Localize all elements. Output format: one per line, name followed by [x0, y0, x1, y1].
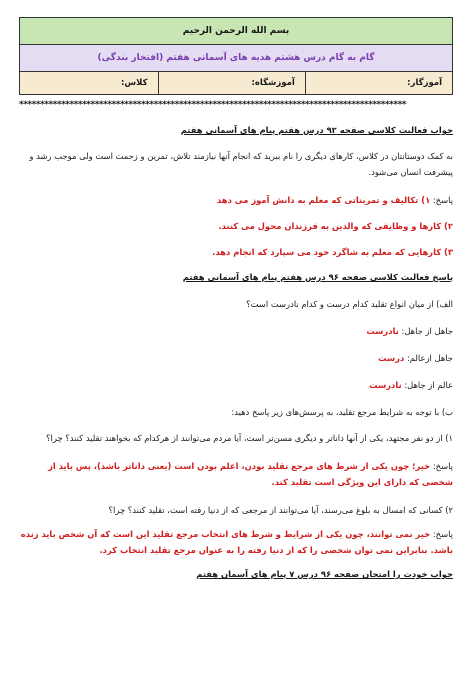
star-divider: ******************************************************************************************** [19, 100, 407, 110]
answer-label: پاسخ: [432, 461, 453, 471]
section-1-title: جواب فعالیت کلاسی صفحه ۹۲ درس هفتم پیام های آسمانی هفتم [180, 125, 453, 135]
answer-label: پاسخ: [432, 529, 453, 539]
section-1-answer-3: ۳) کارهایی که معلم به شاگرد خود می سپارد که انجام دهد. [212, 247, 453, 257]
section-3-title: جواب خودت را امتحان صفحه ۹۶ درس ۷ پیام های آسمان هفتم [196, 569, 453, 579]
section-2-question-2: ۲) کسانی که امسال به بلوغ می‌رسند، آیا می‌توانند از مرجعی که از دنیا رفته است، تقلید کنند؟ چرا؟ [108, 505, 453, 515]
row-value: نادرست [369, 380, 402, 390]
teacher-label: آموزگار: [407, 78, 442, 88]
teacher-field [305, 72, 452, 95]
section-1-answer-2: ۲) کارها و وظایفی که والدین به فرزندان محول می کنند. [218, 221, 453, 231]
answer-label: پاسخ: [432, 195, 453, 205]
section-2-title: پاسخ فعالیت کلاسی صفحه ۹۶ درس هفتم پیام های آسمانی هفتم [182, 272, 453, 282]
section-2-answer-2 [19, 526, 453, 558]
section-1-answer-1 [19, 194, 453, 206]
answer-text: خیر نمی توانند، چون یکی از شرایط و شرط های انتخاب مرجع تقلید این است که آن شخص باید زنده باشد. بنابراین نمی توان شخصی را که از دنیا رفته را به عنوان مرجع تقلید انتخاب کرد. [20, 529, 453, 555]
imitation-row-3 [19, 379, 453, 391]
lesson-subject: گام به گام درس هشتم هدیه های آسمانی هفتم (افتخار بندگی) [20, 45, 453, 72]
row-label: عالم از جاهل: [404, 380, 453, 390]
row-label: جاهل ازعالم: [406, 353, 453, 363]
school-label: آموزشگاه: [251, 78, 295, 88]
row-value: نادرست [366, 326, 399, 336]
section-1-question: به کمک دوستانتان در کلاس، کارهای دیگری را نام ببرید که انجام آنها نیازمند تلاش، تمرین و زحمت است ولی موجب رشد و پیشرفت انسان می‌شود. [29, 151, 453, 177]
section-2-question-1: ۱) از دو نفر مجتهد، یکی از آنها داناتر و دیگری مسن‌تر است، آیا مردم می‌توانند از هرکدام که بخواهند تقلید کنند؟ چرا؟ [46, 433, 453, 443]
answer-text: ۱) تکالیف و تمریناتی که معلم به دانش آموز می دهد [216, 195, 431, 205]
section-2-question-alef: الف) از میان انواع تقلید کدام درست و کدام نادرست است؟ [246, 299, 453, 309]
imitation-row-1 [19, 325, 453, 337]
class-label: کلاس: [121, 78, 148, 88]
section-2-question-be: ب) با توجه به شرایط مرجع تقلید، به پرسش‌های زیر پاسخ دهید: [231, 407, 453, 417]
row-label: جاهل از جاهل: [401, 326, 453, 336]
class-field [20, 72, 159, 95]
row-value: درست [378, 353, 405, 363]
school-field [158, 72, 305, 95]
bismillah-title: بسم الله الرحمن الرحیم [20, 18, 453, 45]
content-body [19, 118, 453, 580]
section-2-answer-1 [19, 458, 453, 490]
answer-text: خیر؛ چون یکی از شرط های مرجع تقلید بودن، اعلم بودن است (یعنی داناتر باشد)، پس باید از شخصی که دارای این ویژگی است تقلید کند. [48, 461, 453, 487]
imitation-row-2 [19, 352, 453, 364]
header-table [19, 17, 453, 95]
